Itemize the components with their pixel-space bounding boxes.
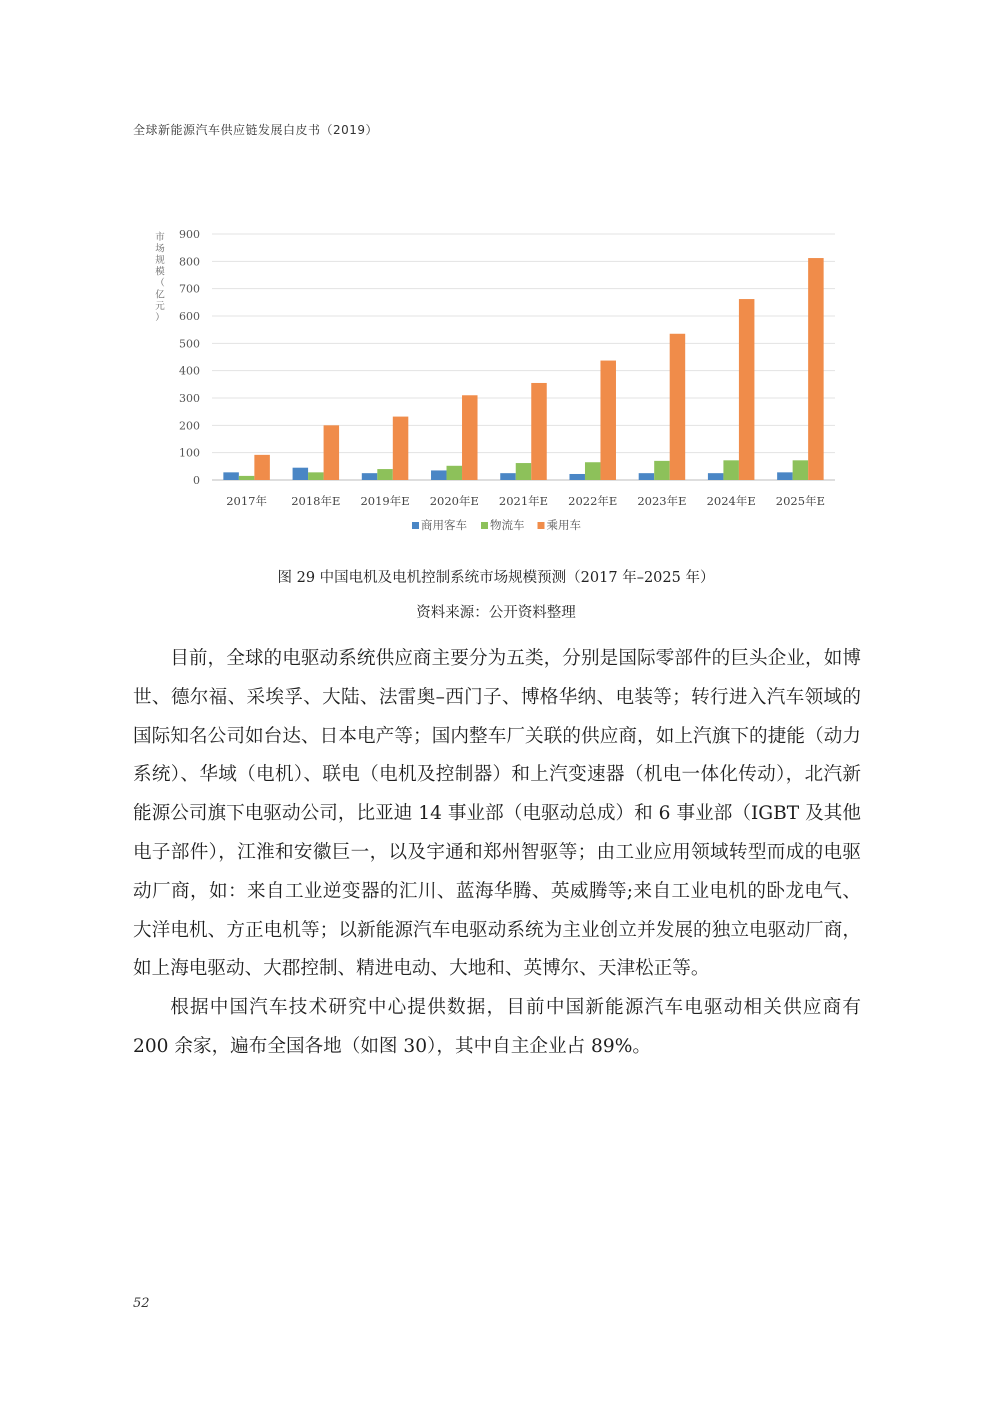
bar-2 — [654, 461, 670, 480]
bar-1 — [500, 473, 516, 480]
x-tick-label: 2025年E — [775, 494, 825, 508]
bar-2 — [308, 472, 324, 480]
x-tick-label: 2024年E — [706, 494, 756, 508]
legend-label: 商用客车 — [421, 518, 467, 532]
bar-1 — [431, 470, 447, 480]
legend-swatch — [412, 522, 419, 529]
page-number: 52 — [133, 1296, 150, 1311]
y-tick-label: 400 — [179, 364, 200, 378]
bar-3 — [462, 395, 478, 480]
x-tick-label: 2019年E — [360, 494, 410, 508]
y-axis-label-char: 元 — [155, 301, 165, 312]
y-tick-label: 800 — [179, 255, 200, 269]
legend-swatch — [481, 522, 488, 529]
y-axis-label-char: 规 — [155, 255, 165, 266]
y-axis-label-char: 亿 — [155, 289, 165, 301]
bar-3 — [531, 383, 547, 480]
legend-label: 乘用车 — [546, 518, 581, 532]
bar-2 — [723, 460, 739, 480]
paragraph-1: 目前，全球的电驱动系统供应商主要分为五类，分别是国际零部件的巨头企业，如博世、德尔福、采埃孚、大陆、法雷奥–西门子、博格华纳、电装等；转行进入汽车领域的国际知名公司如台达、日本电产等；国内整车厂关联的供应商，如上汽旗下的捷能（动力系统）、华域（电机）、联电（电机及控制器）和上汽变速器（机电一体化传动），北汽新能源公司旗下电驱动公司，比亚迪 14 事业部（电驱动总成）和 6 事业部（IGBT 及其他电子部件），江淮和安徽巨一，以及宇通和郑州智驱等；由工业应用领域转型而成的电驱动厂商，如：来自工业逆变器的汇川、蓝海华腾、英威腾等;来自工业电机的卧龙电气、大洋电机、方正电机等；以新能源汽车电驱动系统为主业创立并发展的独立电驱动厂商，如上海电驱动、大郡控制、精进电动、大地和、英博尔、天津松正等。 — [133, 648, 861, 980]
y-tick-label: 700 — [179, 282, 200, 296]
bar-3 — [670, 334, 686, 480]
running-header: 全球新能源汽车供应链发展白皮书（2019） — [133, 123, 379, 137]
bar-2 — [585, 462, 601, 480]
x-tick-label: 2018年E — [291, 494, 341, 508]
legend-label: 物流车 — [490, 518, 525, 532]
bar-1 — [639, 473, 655, 480]
bar-1 — [293, 468, 309, 480]
bar-2 — [516, 463, 532, 480]
bar-3 — [808, 258, 824, 480]
y-tick-label: 500 — [179, 337, 200, 351]
figure-source: 资料来源：公开资料整理 — [416, 605, 576, 621]
y-tick-label: 200 — [179, 419, 200, 433]
y-tick-label: 100 — [179, 446, 200, 460]
y-tick-label: 900 — [179, 228, 200, 241]
legend-swatch — [538, 522, 545, 529]
chart-svg — [150, 222, 840, 547]
bar-3 — [600, 361, 616, 480]
bar-2 — [793, 460, 809, 480]
x-tick-label: 2022年E — [568, 494, 618, 508]
y-axis-label-char: 市 — [155, 232, 165, 243]
bar-1 — [223, 472, 239, 480]
bar-2 — [377, 469, 393, 480]
y-axis-label-char: 场 — [155, 243, 165, 255]
figure-caption: 图 29 中国电机及电机控制系统市场规模预测（2017 年–2025 年） — [277, 570, 715, 586]
y-axis-label-char: （ — [155, 278, 165, 289]
bar-3 — [324, 425, 340, 480]
bar-1 — [362, 473, 378, 480]
y-tick-label: 300 — [179, 392, 200, 405]
bar-2 — [447, 466, 463, 480]
y-axis-label-char: ） — [155, 312, 165, 324]
bar-1 — [708, 473, 724, 480]
bar-3 — [739, 299, 755, 480]
x-tick-label: 2017年 — [226, 494, 268, 508]
bar-1 — [777, 472, 793, 480]
body-text — [133, 640, 861, 1067]
x-tick-label: 2020年E — [429, 494, 479, 508]
x-tick-label: 2023年E — [637, 494, 687, 508]
y-axis-label-char: 模 — [155, 266, 165, 278]
x-tick-label: 2021年E — [498, 494, 549, 508]
y-tick-label: 600 — [179, 310, 200, 323]
bar-3 — [393, 417, 409, 480]
bar-chart — [150, 222, 840, 547]
paragraph-2: 根据中国汽车技术研究中心提供数据，目前中国新能源汽车电驱动相关供应商有 200 余家，遍布全国各地（如图 30），其中自主企业占 89%。 — [133, 997, 861, 1057]
y-tick-label: 0 — [193, 474, 200, 487]
bar-3 — [254, 455, 270, 480]
bar-1 — [569, 474, 585, 480]
bar-2 — [239, 476, 255, 480]
